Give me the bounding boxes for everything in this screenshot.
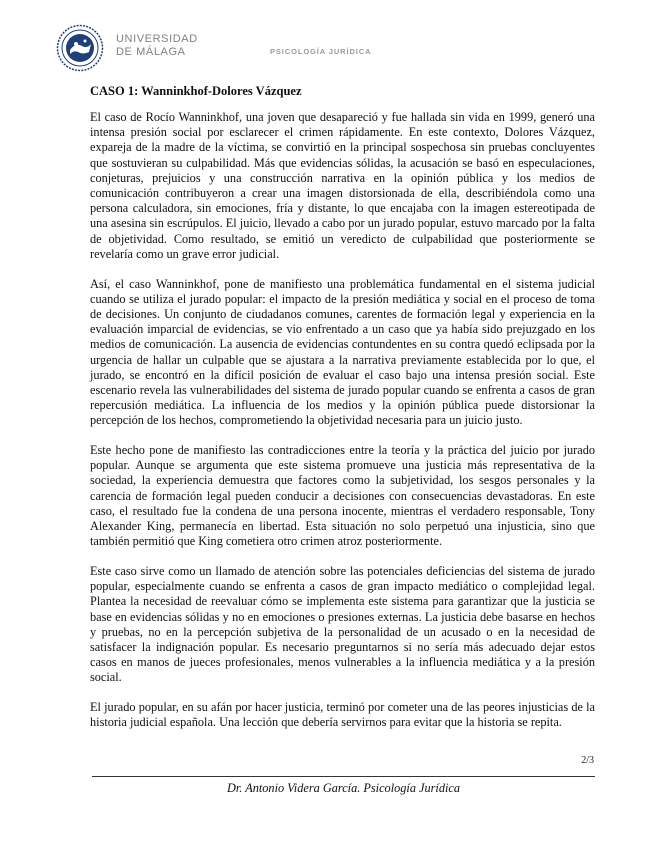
university-seal-icon xyxy=(56,24,104,72)
university-name xyxy=(116,33,198,59)
case-title: CASO 1: Wanninkhof-Dolores Vázquez xyxy=(90,84,302,98)
paragraph-4: Este caso sirve como un llamado de atención sobre las potenciales deficiencias del sistema de jurado popular, especialmente cuando se enfrenta a casos de gran impacto mediático o complejidad legal. Plantea la necesidad de reevaluar cómo se implementa este sistema para garantizar que la justicia se base en evidencias sólidas y no en emociones o presiones externas. La justicia debe basarse en hechos y pruebas, no en la percepción subjetiva de la personalidad de un acusado o en la necesidad de satisfacer la indignación popular. Es necesario preguntarnos si no sería más adecuado dejar estos casos en manos de jueces profesionales, menos vulnerables a la influencia mediática y a la presión social. xyxy=(90,563,595,685)
university-name-line1: UNIVERSIDAD xyxy=(116,33,198,45)
paragraph-3: Este hecho pone de manifiesto las contradicciones entre la teoría y la práctica del juicio por jurado popular. Aunque se argumenta que este sistema promueve una justicia más representativa de la sociedad, la experiencia demuestra que factores como la subjetividad, los sesgos personales y la carencia de formación legal pueden conducir a decisiones con consecuencias devastadoras. En este caso, el resultado fue la condena de una persona inocente, mientras el verdadero responsable, Tony Alexander King, permanecía en libertad. Esta situación no solo perpetuó una injusticia, sino que también permitió que King cometiera otro crimen atroz posteriormente. xyxy=(90,443,595,549)
document-body xyxy=(90,84,595,745)
paragraph-2: Así, el caso Wanninkhof, pone de manifiesto una problemática fundamental en el sistema judicial cuando se utiliza el jurado popular: el impacto de la presión mediática y social en el proceso de toma de decisiones. Un conjunto de ciudadanos comunes, carentes de formación legal y experiencia en la evaluación imparcial de evidencias, se vio enfrentado a un caso que ya había sido prejuzgado en los medios de comunicación. La ausencia de evidencias contundentes en su contra quedó eclipsada por la urgencia de hallar un culpable que se ajustara a la narrativa previamente establecida por lo que, el jurado, se encontró en la difícil posición de evaluar el caso bajo una intensa presión social. Este escenario revela las vulnerabilidades del sistema de jurado popular cuando se enfrenta a casos de gran repercusión mediática. La influencia de los medios y la opinión pública puede distorsionar la percepción de los hechos, comprometiendo la objetividad necesaria para un juicio justo. xyxy=(90,276,595,428)
page-header xyxy=(0,0,655,80)
paragraph-5: El jurado popular, en su afán por hacer justicia, terminó por cometer una de las peores injusticias de la historia judicial española. Una lección que debería servirnos para evitar que la historia se repita. xyxy=(90,700,595,730)
paragraph-1: El caso de Rocío Wanninkhof, una joven que desapareció y fue hallada sin vida en 1999, generó una intensa presión social por esclarecer el crimen rápidamente. En este contexto, Dolores Vázquez, expareja de la madre de la víctima, se convirtió en la principal sospechosa sin pruebas concluyentes que sostuvieran su culpabilidad. Más que evidencias sólidas, la acusación se basó en especulaciones, conjeturas, prejuicios y una construcción narrativa en la opinión pública y los medios de comunicación contribuyeron a crear una imagen distorsionada de ella, describiéndola como una persona calculadora, sin emociones, fría y distante, lo que encajaba con la imagen estereotipada de una asesina sin escrúpulos. El juicio, llevado a cabo por un jurado popular, estuvo marcado por la falta de objetividad. Como resultado, se emitió un veredicto de culpabilidad que posteriormente se revelaría como un grave error judicial. xyxy=(90,110,595,261)
page-number: 2/3 xyxy=(581,755,594,766)
footer-divider xyxy=(92,776,595,777)
university-name-line2: DE MÁLAGA xyxy=(116,46,186,58)
footer-author: Dr. Antonio Videra García. Psicología Jurídica xyxy=(226,781,461,795)
running-head: PSICOLOGÍA JURÍDICA xyxy=(270,47,372,56)
